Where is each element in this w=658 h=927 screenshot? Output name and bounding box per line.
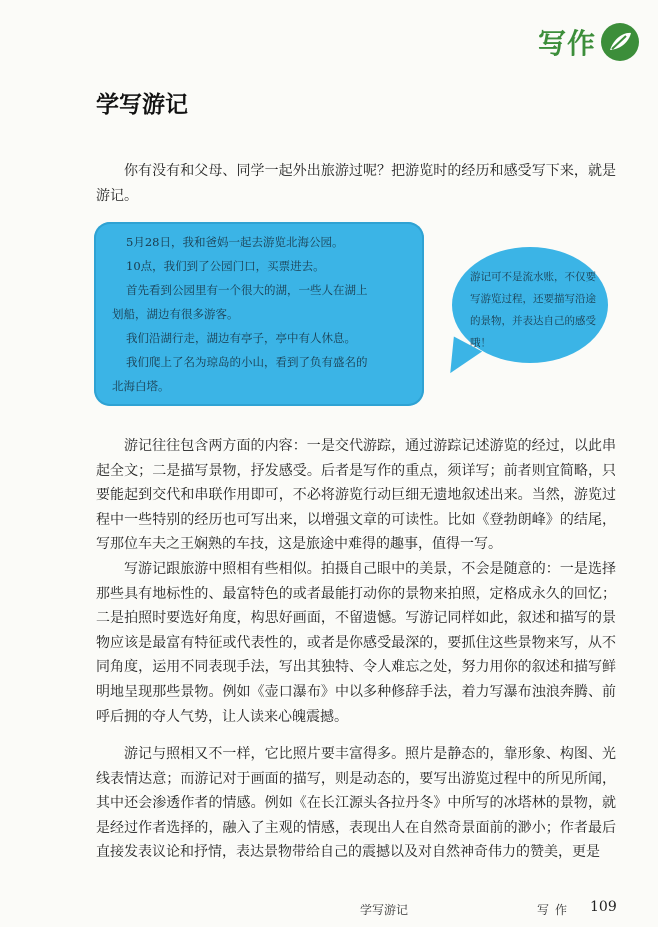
notebook-line: 首先看到公园里有一个很大的湖，一些人在湖上 — [126, 283, 368, 297]
page-number: 109 — [590, 899, 617, 915]
notebook-line: 10点，我们到了公园门口，买票进去。 — [126, 259, 325, 273]
section-label: 写作 — [537, 27, 596, 60]
body-paragraph: 游记往往包含两方面的内容：一是交代游踪，通过游踪记述游览的经过，以此串起全文；二是描写景物，抒发感受。后者是写作的重点，须详写；前者则宜简略，只要能起到交代和串联作用即可，不必将游览行动巨细无遗地叙述出来。当然，游览过程中一些特别的经历也可写出来，以增强文章的可读性。比如《登勃朗峰》的结尾，写那位车夫之王娴熟的车技，这是旅途中难得的趣事，值得一写。 — [96, 438, 616, 553]
pen-leaf-icon — [600, 22, 640, 62]
notebook-line: 划船，湖边有很多游客。 — [112, 307, 239, 321]
notebook-line: 我们爬上了名为琼岛的小山，看到了负有盛名的 — [126, 355, 368, 369]
notebook-panel — [94, 222, 424, 406]
body-paragraph: 游记与照相又不一样，它比照片要丰富得多。照片是静态的，靠形象、构图、光线表情达意；而游记对于画面的描写，则是动态的，要写出游览过程中的所见所闻，其中还会渗透作者的情感。例如《在长江源头各拉丹冬》中所写的冰塔林的景物，就是经过作者选择的，融入了主观的情感，表现出人在自然奇景面前的渺小；作者最后直接发表议论和抒情，表达景物带给自己的震撼以及对自然神奇伟力的赞美，更是 — [96, 746, 616, 861]
footer-chapter-title: 学写游记 — [360, 903, 409, 917]
footer-section-label: 写作 — [537, 903, 574, 917]
notebook-line: 我们沿湖行走，湖边有亭子，亭中有人休息。 — [126, 331, 356, 345]
speech-bubble-text: 游记可不是流水账，不仅要写游览过程，还要描写沿途的景物，并表达自己的感受哦！ — [470, 271, 596, 349]
body-paragraph: 写游记跟旅游中照相有些相似。拍摄自己眼中的美景，不会是随意的：一是选择那些具有地标性的、最富特色的或者最能打动你的景物来拍照，定格成永久的回忆；二是拍照时要选好角度，构思好画面，不留遗憾。写游记同样如此，叙述和描写的景物应该是最富有特征或代表性的，或者是你感受最深的，要抓住这些景物来写，从不同角度，运用不同表现手法，写出其独特、令人难忘之处，努力用你的叙述和描写鲜明地呈现那些景物。例如《壶口瀑布》中以多种修辞手法，着力写瀑布浊浪奔腾、前呼后拥的夺人气势，让人读来心魄震撼。 — [96, 561, 616, 725]
intro-paragraph: 你有没有和父母、同学一起外出旅游过呢？把游览时的经历和感受写下来，就是游记。 — [96, 163, 616, 204]
page-title: 学写游记 — [96, 92, 188, 118]
notebook-line: 5月28日，我和爸妈一起去游览北海公园。 — [126, 235, 344, 249]
notebook-line: 北海白塔。 — [112, 379, 170, 393]
